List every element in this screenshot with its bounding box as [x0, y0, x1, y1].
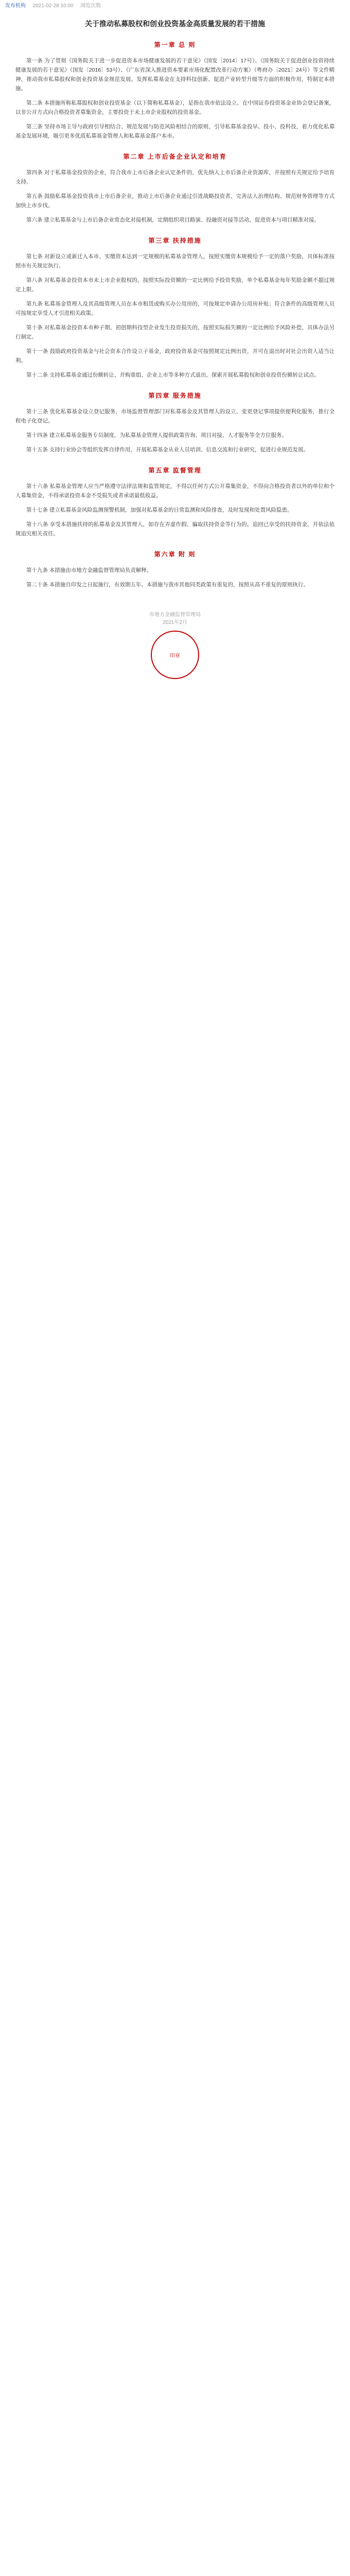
chapter-heading: 第四章 服务措施	[148, 392, 202, 399]
article-paragraph: 第十四条 建立私募基金服务专员制度，为私募基金管理人提供政策咨询、项目对接、人才服务等全方位服务。	[26, 432, 287, 438]
seal-text: 印章	[170, 653, 180, 659]
chapter-heading: 第二章 上市后备企业认定和培育	[123, 153, 227, 160]
article-paragraph: 第十条 对私募基金投资本市种子期、初创期科技型企业发生投资损失的，按照实际损失额的一定比例给予风险补偿，具体办法另行制定。	[15, 325, 335, 340]
article-meta-bar	[0, 0, 350, 12]
article-paragraph: 第七条 对新设立或新迁入本市、实缴资本达到一定规模的私募基金管理人，按照实缴资本规模给予一定的落户奖励，具体标准按照市有关规定执行。	[15, 253, 335, 269]
article-paragraph: 第一条 为了贯彻《国务院关于进一步促进资本市场健康发展的若干意见》（国发〔2014〕17号）、《国务院关于促进创业投资持续健康发展的若干意见》（国发〔2016〕53号）、《广东省深入推进资本要素市场化配置改革行动方案》（粤府办〔2021〕24号）等文件精神，推动我市私募股权和创业投资基金规范发展，发挥私募基金在支持科技创新、促进产业转型升级等方面的积极作用，特制定本措施。	[15, 58, 335, 92]
chapter-heading: 第五章 监督管理	[148, 467, 202, 474]
article-paragraph: 第十三条 优化私募基金设立登记服务，市场监督管理部门对私募基金及其管理人的设立、变更登记事项提供便利化服务，推行全程电子化登记。	[15, 409, 335, 424]
publish-date: 2021-02-28 10:00	[32, 3, 74, 9]
article-footer	[15, 610, 335, 679]
article-paragraph: 第五条 鼓励私募基金投资我市上市后备企业，推动上市后备企业通过引进战略投资者、完善法人治理结构、规范财务管理等方式加快上市步伐。	[15, 193, 335, 209]
article-paragraph: 第三条 坚持市场主导与政府引导相结合、规范发展与防范风险相结合的原则，引导私募基金投早、投小、投科技，着力优化私募基金发展环境，吸引更多优质私募基金管理人和私募基金落户本市。	[15, 124, 335, 139]
article-title: 关于推动私募股权和创业投资基金高质量发展的若干措施	[85, 20, 265, 28]
article-paragraph: 第十一条 鼓励政府投资基金与社会资本合作设立子基金，政府投资基金可按照规定比例出资，并可在退出时对社会出资人适当让利。	[15, 348, 335, 364]
article-paragraph: 第八条 对私募基金投资本市未上市企业股权的，按照实际投资额的一定比例给予投资奖励，单个私募基金每年奖励金额不超过规定上限。	[15, 277, 335, 293]
article-paragraph: 第十七条 建立私募基金风险监测预警机制，加强对私募基金的日常监测和风险排查，及时发现和处置风险隐患。	[26, 507, 293, 513]
article-paragraph: 第二十条 本措施自印发之日起施行，有效期五年。本措施与我市其他同类政策有重复的，按照从高不重复的原则执行。	[26, 582, 309, 588]
issuer: 市地方金融监督管理局	[149, 612, 201, 618]
article-paragraph: 第十六条 私募基金管理人应当严格遵守法律法规和监管规定，不得以任何方式公开募集资金，不得向合格投资者以外的单位和个人募集资金，不得承诺投资本金不受损失或者承诺最低收益。	[15, 483, 335, 499]
article-paragraph: 第十五条 支持行业协会等组织发挥自律作用，开展私募基金从业人员培训、信息交流和行业研究，促进行业规范发展。	[26, 447, 309, 453]
issue-date: 2021年2月	[163, 620, 187, 625]
chapter-heading: 第一章 总 则	[154, 41, 196, 48]
chapter-heading: 第三章 扶持措施	[148, 237, 202, 244]
chapter-heading: 第六章 附 则	[154, 551, 196, 558]
article-paragraph: 第十八条 享受本措施扶持的私募基金及其管理人，如存在弄虚作假、骗取扶持资金等行为的，追回已享受的扶持资金，并依法依规追究相关责任。	[15, 521, 335, 537]
view-count: 浏览次数	[80, 3, 101, 9]
chapter-list	[15, 40, 335, 589]
article-body	[0, 12, 350, 679]
article-paragraph: 第九条 私募基金管理人及其高级管理人员在本市租赁或购买办公用房的，可按规定申请办公用房补贴；符合条件的高级管理人员可按规定享受人才引进相关政策。	[15, 301, 335, 316]
article-paragraph: 第十二条 支持私募基金通过份额转让、并购重组、企业上市等多种方式退出，探索开展私募股权和创业投资份额转让试点。	[26, 372, 320, 378]
source-link[interactable]: 发布机构	[5, 3, 26, 9]
article-paragraph: 第二条 本措施所称私募股权和创业投资基金（以下简称私募基金），是指在我市依法设立、在中国证券投资基金业协会登记备案，以非公开方式向合格投资者募集资金，主要投资于未上市企业股权的投资基金。	[15, 100, 335, 115]
article-paragraph: 第十九条 本措施由市地方金融监督管理局负责解释。	[26, 567, 152, 573]
official-seal-icon	[151, 631, 199, 679]
article-paragraph: 第六条 建立私募基金与上市后备企业常态化对接机制，定期组织项目路演、投融资对接等活动，促进资本与项目精准对接。	[26, 217, 320, 223]
article-paragraph: 第四条 对于私募基金投资的企业，符合我市上市后备企业认定条件的，优先纳入上市后备企业资源库，并按照有关规定给予培育支持。	[15, 170, 335, 185]
